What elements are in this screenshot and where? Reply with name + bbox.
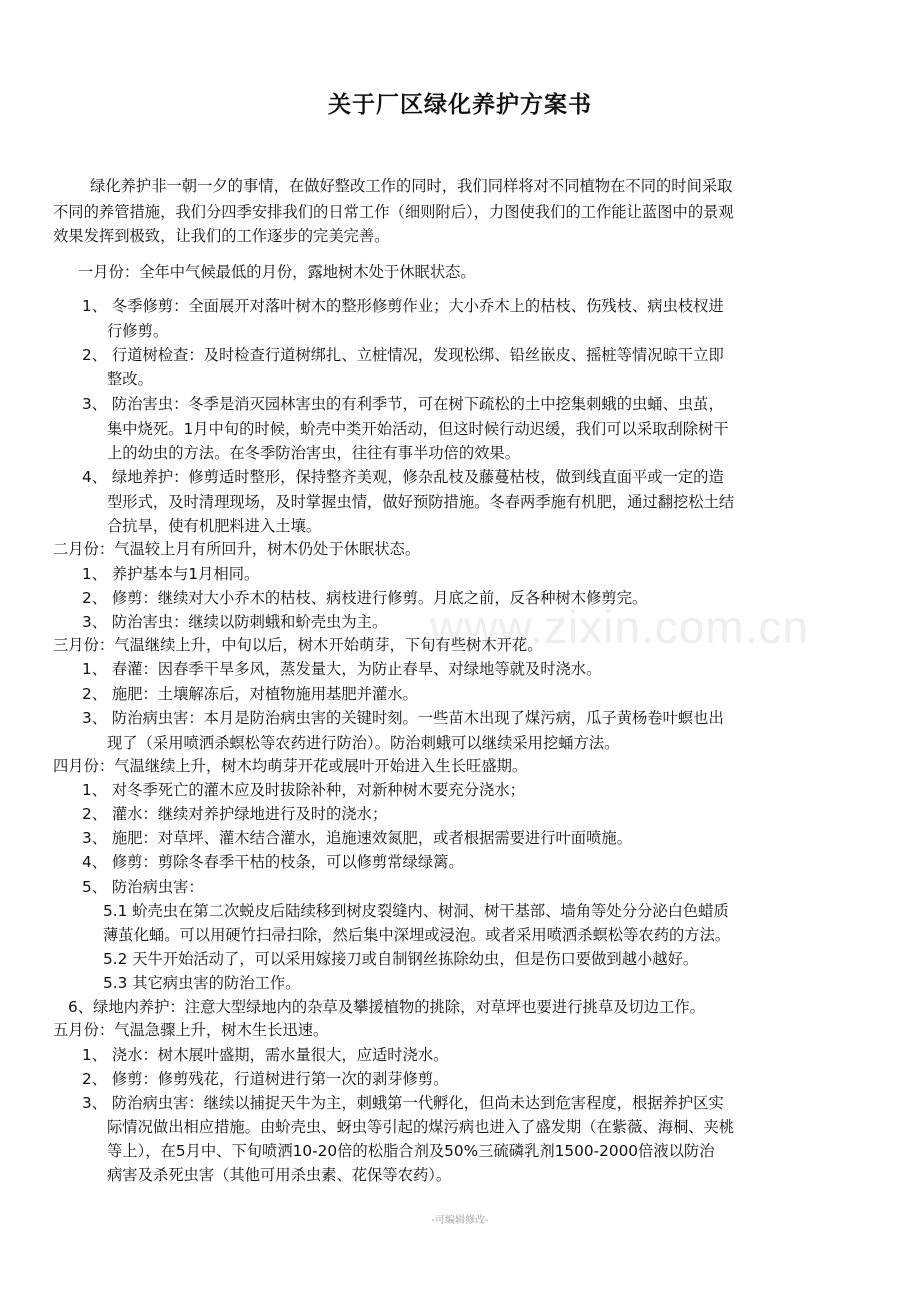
list-item-continuation: 整改。 <box>107 370 153 388</box>
page-footer: -可编辑修改- <box>431 1215 489 1226</box>
sub-item: 5.1 蚧壳虫在第二次蜕皮后陆续移到树皮裂缝内、树洞、树干基部、墙角等处分分泌白色蜡质 <box>103 902 729 920</box>
sub-item: 5.3 其它病虫害的防治工作。 <box>103 974 301 992</box>
list-item-continuation: 合抗旱，使有机肥料进入土壤。 <box>107 517 322 535</box>
list-item-continuation: 上的幼虫的方法。在冬季防治害虫，往往有事半功倍的效果。 <box>107 444 521 462</box>
list-item-continuation: 集中烧死。1月中旬的时候，蚧壳中类开始活动，但这时候行动迟缓，我们可以采取刮除树干 <box>107 420 729 438</box>
month-heading-may: 五月份：气温急骤上升，树木生长迅速。 <box>53 1021 329 1039</box>
list-item: 5、 防治病虫害： <box>82 878 204 896</box>
sub-item-continuation: 薄茧化蛹。可以用硬竹扫帚扫除，然后集中深埋或浸泡。或者采用喷洒杀螟松等农药的方法。 <box>103 926 731 944</box>
list-item: 3、 防治病虫害：本月是防治病虫害的关键时刻。一些苗木出现了煤污病，瓜子黄杨卷叶螟也出 <box>82 709 724 727</box>
intro-line: 效果发挥到极致，让我们的工作逐步的完美完善。 <box>53 227 390 245</box>
list-item: 1、 养护基本与1月相同。 <box>82 565 260 583</box>
list-item: 3、 施肥：对草坪、灌木结合灌水，追施速效氮肥，或者根据需要进行叶面喷施。 <box>82 829 632 847</box>
list-item: 1、 浇水：树木展叶盛期，需水量很大，应适时浇水。 <box>82 1046 449 1064</box>
intro-line: 绿化养护非一朝一夕的事情，在做好整改工作的同时，我们同样将对不同植物在不同的时间采取 <box>90 177 733 195</box>
list-item-continuation: 病害及杀死虫害（其他可用杀虫素、花保等农药）。 <box>107 1166 452 1184</box>
month-heading-february: 二月份：气温较上月有所回升，树木仍处于休眠状态。 <box>53 540 421 558</box>
list-item: 2、 修剪：继续对大小乔木的枯枝、病枝进行修剪。月底之前，反各种树木修剪完。 <box>82 589 648 607</box>
intro-line: 不同的养管措施，我们分四季安排我们的日常工作（细则附后），力图使我们的工作能让蓝图中的景观 <box>53 203 734 221</box>
list-item: 2、 灌水：继续对养护绿地进行及时的浇水； <box>82 805 388 823</box>
list-item: 4、 绿地养护：修剪适时整形，保持整齐美观，修杂乱枝及藤蔓枯枝，做到线直面平或一定的造 <box>82 468 724 486</box>
list-item-continuation: 等上），在5月中、下旬喷洒10-20倍的松脂合剂及50%三硫磷乳剂1500-2000倍液以防治 <box>107 1142 715 1160</box>
month-heading-april: 四月份：气温继续上升，树木均萌芽开花或展叶开始进入生长旺盛期。 <box>53 757 528 775</box>
sub-item: 5.2 天牛开始活动了，可以采用嫁接刀或自制钢丝拣除幼虫，但是伤口要做到越小越好。 <box>103 950 699 968</box>
list-item: 2、 修剪：修剪残花，行道树进行第一次的剥芽修剪。 <box>82 1070 449 1088</box>
list-item: 1、 冬季修剪：全面展开对落叶树木的整形修剪作业；大小乔木上的枯枝、伤残枝、病虫枝杈进 <box>82 297 724 315</box>
list-item: 3、 防治害虫：继续以防刺蛾和蚧壳虫为主。 <box>82 613 388 631</box>
list-item: 2、 行道树检查：及时检查行道树绑扎、立桩情况，发现松绑、铅丝嵌皮、摇桩等情况晾干立即 <box>82 346 724 364</box>
document-title: 关于厂区绿化养护方案书 <box>328 92 592 118</box>
list-item: 4、 修剪：剪除冬春季干枯的枝条，可以修剪常绿绿篱。 <box>82 853 464 871</box>
list-item: 3、 防治病虫害：继续以捕捉天牛为主，刺蛾第一代孵化，但尚未达到危害程度，根据养护区实 <box>82 1094 724 1112</box>
list-item: 1、 对冬季死亡的灌木应及时拔除补种，对新种树木要充分浇水； <box>82 781 525 799</box>
month-heading-january: 一月份：全年中气候最低的月份，露地树木处于休眠状态。 <box>78 263 476 281</box>
watermark: www.zixin.com.cn <box>430 601 809 653</box>
list-item-continuation: 型形式，及时清理现场，及时掌握虫情，做好预防措施。冬春两季施有机肥，通过翻挖松土结 <box>107 493 735 511</box>
list-item-continuation: 现了（采用喷洒杀螟松等农药进行防治）。防治刺蛾可以继续采用挖蛹方法。 <box>107 734 620 752</box>
list-item-continuation: 行修剪。 <box>107 322 169 340</box>
list-item: 3、 防治害虫：冬季是消灭园林害虫的有利季节，可在树下疏松的土中挖集刺蛾的虫蛹、虫茧， <box>82 395 724 413</box>
list-item-continuation: 际情况做出相应措施。由蚧壳虫、蚜虫等引起的煤污病也进入了盛发期（在紫薇、海桐、夹桃 <box>107 1118 735 1136</box>
list-item: 2、 施肥：土壤解冻后，对植物施用基肥并灌水。 <box>82 685 418 703</box>
month-heading-march: 三月份：气温继续上升，中旬以后，树木开始萌芽，下旬有些树木开花。 <box>53 636 543 654</box>
list-item: 1、 春灌：因春季干旱多风，蒸发量大，为防止春旱、对绿地等就及时浇水。 <box>82 660 602 678</box>
list-item: 6、绿地内养护：注意大型绿地内的杂草及攀援植物的挑除，对草坪也要进行挑草及切边工作。 <box>68 998 705 1016</box>
